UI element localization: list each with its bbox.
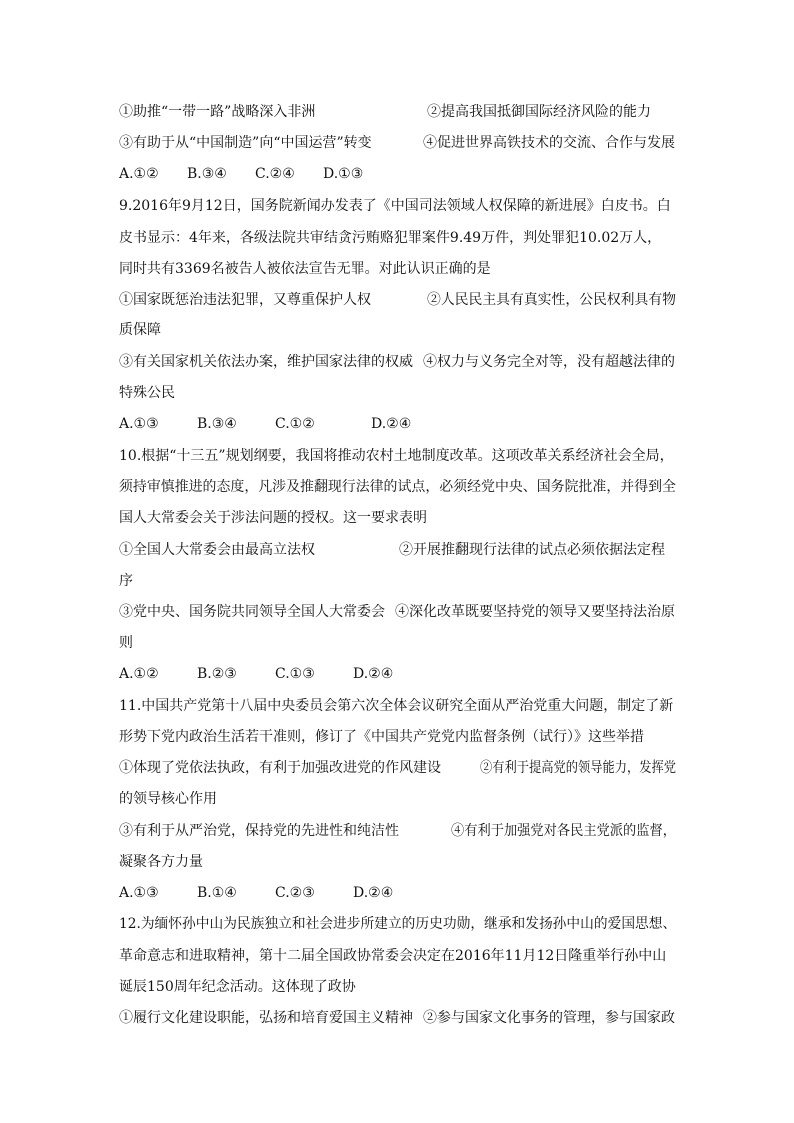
q8-choice-c: C.②④ bbox=[255, 166, 295, 182]
q11-choices bbox=[119, 883, 393, 903]
q10-stem-line-3: 国人大常委会关于涉法问题的授权。这一要求表明 bbox=[119, 510, 427, 526]
q8-choice-a: A.①② bbox=[119, 166, 159, 182]
q10-option-2: ②开展推翻现行法律的试点必须依据法定程 bbox=[399, 542, 665, 558]
q11-option-2: ②有利于提高党的领导能力，发挥党 bbox=[480, 760, 676, 776]
q11-option-4: ④有利于加强党对各民主党派的监督， bbox=[451, 823, 677, 839]
q10-option-4-cont: 则 bbox=[119, 635, 133, 651]
q9-option-2-cont: 质保障 bbox=[119, 322, 161, 338]
q11-option-2-cont: 的领导核心作用 bbox=[119, 791, 217, 807]
q11-choice-d: D.②④ bbox=[353, 885, 394, 901]
q11-option-3: ③有利于从严治党，保持党的先进性和纯洁性 bbox=[119, 823, 399, 839]
q9-choice-a: A.①③ bbox=[119, 416, 159, 432]
q10-choice-c: C.①③ bbox=[275, 666, 315, 682]
q10-option-3: ③党中央、国务院共同领导全国人大常委会 bbox=[119, 604, 385, 620]
q8-option-2: ②提高我国抵御国际经济风险的能力 bbox=[427, 104, 651, 120]
q9-option-4: ④权力与义务完全对等，没有超越法律的 bbox=[423, 354, 675, 370]
q11-option-4-cont: 凝聚各方力量 bbox=[119, 854, 203, 870]
q11-stem-line-1: 11.中国共产党第十八届中央委员会第六次全体会议研究全面从严治党重大问题，制定了新 bbox=[119, 698, 674, 714]
q9-option-4-cont: 特殊公民 bbox=[119, 385, 175, 401]
q9-choices bbox=[119, 414, 411, 434]
q12-stem-line-3: 诞辰150周年纪念活动。这体现了政协 bbox=[119, 979, 356, 995]
q8-option-1: ①助推“一带一路”战略深入非洲 bbox=[119, 104, 316, 120]
q12-stem-line-1: 12.为缅怀孙中山为民族独立和社会进步所建立的历史功勋，继承和发扬孙中山的爱国思想、 bbox=[119, 916, 677, 932]
q9-choice-c: C.①② bbox=[275, 416, 315, 432]
q10-option-1: ①全国人大常委会由最高立法权 bbox=[119, 542, 315, 558]
q11-choice-c: C.②③ bbox=[275, 885, 315, 901]
q9-stem-line-1: 9.2016年9月12日，国务院新闻办发表了《中国司法领域人权保障的新进展》白皮书。白 bbox=[119, 198, 671, 214]
q8-choice-d: D.①③ bbox=[323, 166, 364, 182]
q10-stem-line-2: 须持审慎推进的态度，凡涉及推翻现行法律的试点，必须经党中央、国务院批准，并得到全 bbox=[119, 479, 676, 495]
q8-option-3: ③有助于从“中国制造”向“中国运营”转变 bbox=[119, 135, 372, 151]
q9-option-2: ②人民民主具有真实性，公民权利具有物 bbox=[427, 292, 677, 308]
q9-option-3: ③有关国家机关依法办案，维护国家法律的权威 bbox=[119, 354, 413, 370]
q11-stem-line-2: 形势下党内政治生活若干准则，修订了《中国共产党党内监督条例（试行）》这些举措 bbox=[119, 729, 644, 745]
q11-option-1: ①体现了党依法执政，有利于加强改进党的作风建设 bbox=[119, 760, 441, 776]
q10-option-4: ④深化改革既要坚持党的领导又要坚持法治原 bbox=[395, 604, 675, 620]
q11-choice-b: B.①④ bbox=[197, 885, 237, 901]
q10-choices bbox=[119, 664, 393, 684]
q12-option-2: ②参与国家文化事务的管理，参与国家政 bbox=[423, 1010, 675, 1026]
q10-stem-line-1: 10.根据“十三五”规划纲要，我国将推动农村土地制度改革。这项改革关系经济社会全局， bbox=[119, 448, 674, 464]
q8-option-4: ④促进世界高铁技术的交流、合作与发展 bbox=[423, 135, 675, 151]
q8-choice-b: B.③④ bbox=[187, 166, 227, 182]
q10-choice-b: B.②③ bbox=[197, 666, 237, 682]
q10-option-2-cont: 序 bbox=[119, 573, 133, 589]
q9-choice-d: D.②④ bbox=[371, 416, 412, 432]
q9-option-1: ①国家既惩治违法犯罪，又尊重保护人权 bbox=[119, 292, 371, 308]
q8-choices bbox=[119, 164, 363, 184]
q10-choice-a: A.①② bbox=[119, 666, 159, 682]
q9-choice-b: B.③④ bbox=[197, 416, 237, 432]
q10-choice-d: D.②④ bbox=[353, 666, 394, 682]
q12-stem-line-2: 革命意志和进取精神，第十二届全国政协常委会决定在2016年11月12日隆重举行孙中山 bbox=[119, 948, 667, 964]
q11-choice-a: A.①③ bbox=[119, 885, 159, 901]
q12-option-1: ①履行文化建设职能，弘扬和培育爱国主义精神 bbox=[119, 1010, 413, 1026]
q9-stem-line-2: 皮书显示：4年来，各级法院共审结贪污贿赂犯罪案件9.49万件，判处罪犯10.02万人， bbox=[119, 230, 662, 246]
q9-stem-line-3: 同时共有3369名被告人被依法宣告无罪。对此认识正确的是 bbox=[119, 261, 491, 277]
